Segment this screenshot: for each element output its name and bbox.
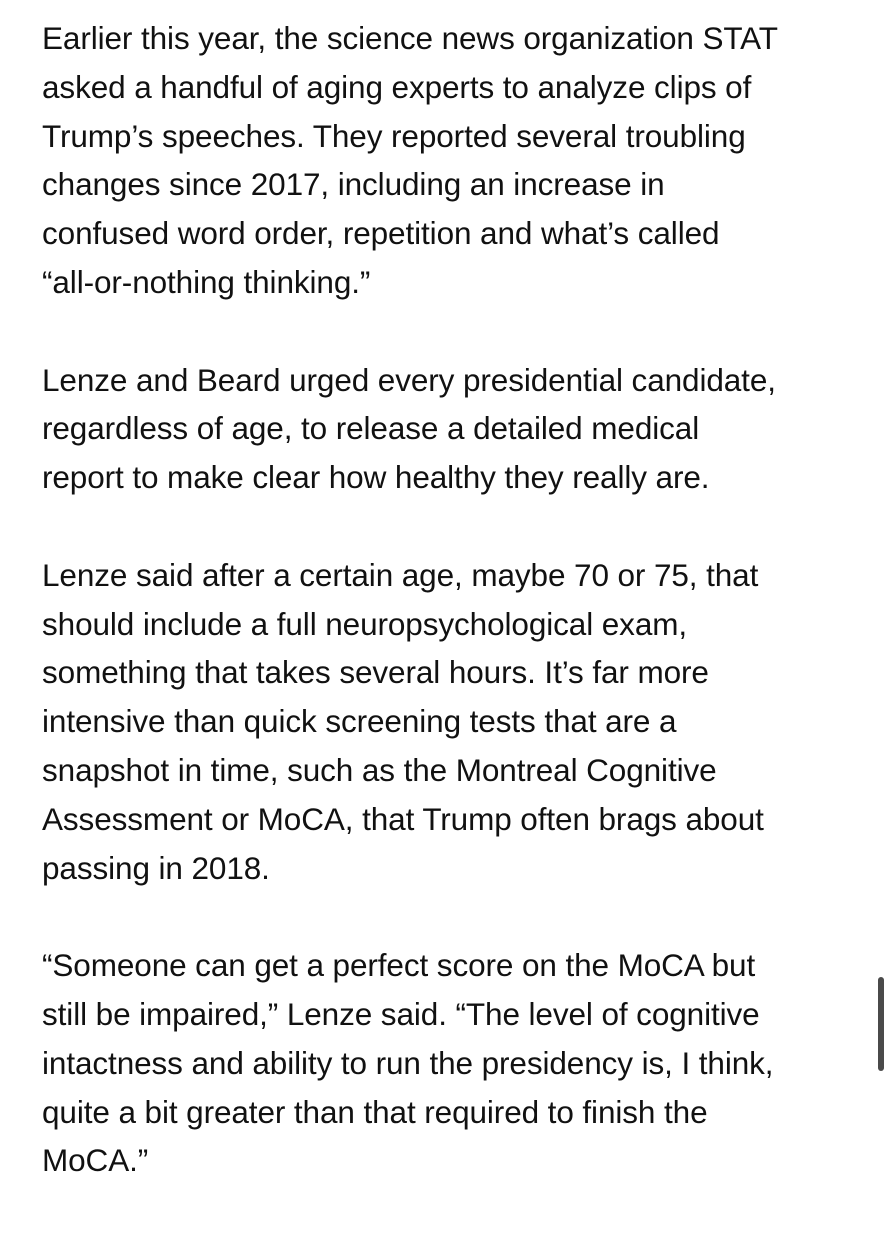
text-line: MoCA.” [42,1142,149,1179]
text-line: still be impaired,” Lenze said. “The level of cognitive [42,995,760,1032]
text-line: confused word order, repetition and what’s called [42,215,720,252]
scrollbar-thumb[interactable] [878,977,884,1071]
text-line: asked a handful of aging experts to analyze clips of [42,68,752,105]
text-line: regardless of age, to release a detailed medical [42,410,700,447]
text-line: snapshot in time, such as the Montreal Cognitive [42,751,717,788]
text-line: should include a full neuropsychological exam, [42,605,688,642]
text-line: Assessment or MoCA, that Trump often brags about [42,800,764,837]
text-line: Lenze said after a certain age, maybe 70 or 75, that [42,556,759,593]
text-line: “all-or-nothing thinking.” [42,263,371,300]
text-line: passing in 2018. [42,849,270,886]
text-line: changes since 2017, including an increase in [42,166,665,203]
text-line: Trump’s speeches. They reported several troubling [42,117,746,154]
paragraph-quote [42,941,842,1185]
text-line: Lenze and Beard urged every presidential candidate, [42,361,776,398]
text-line: something that takes several hours. It’s far more [42,654,709,691]
paragraph-stat-study [42,14,842,307]
text-line: intensive than quick screening tests that are a [42,703,677,740]
text-line: intactness and ability to run the presidency is, I think, [42,1044,774,1081]
text-line: Earlier this year, the science news organization STAT [42,20,778,56]
text-line: “Someone can get a perfect score on the MoCA but [42,947,756,984]
paragraph-medical-report [42,356,842,502]
paragraph-neuropsych-exam [42,551,842,893]
text-line: report to make clear how healthy they really are. [42,459,710,496]
text-line: quite a bit greater than that required to finish the [42,1093,708,1130]
article-body [42,14,842,1234]
